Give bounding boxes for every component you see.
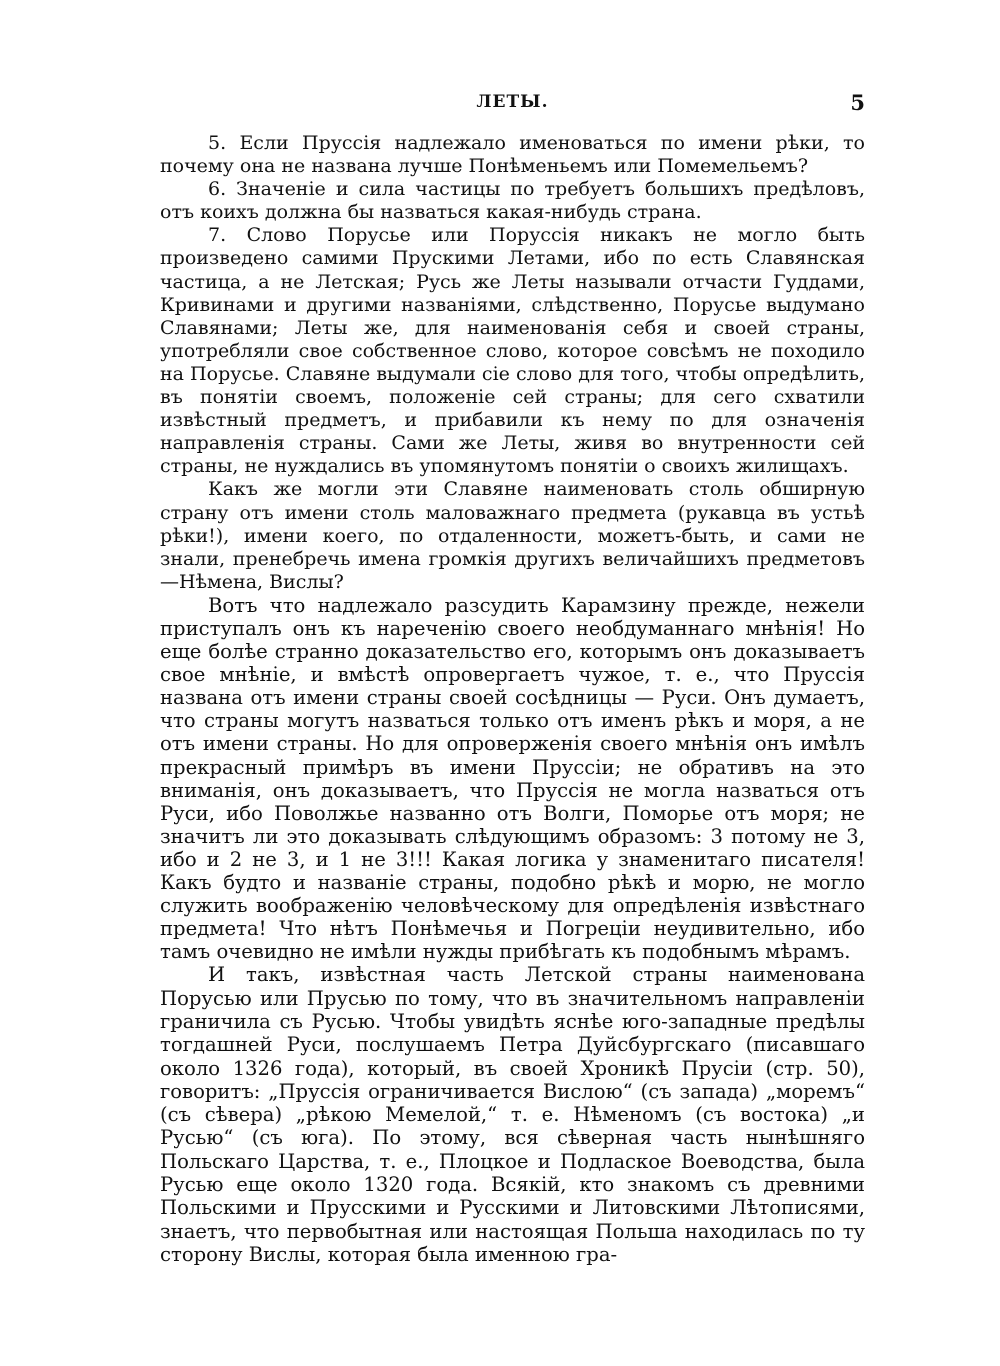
running-head [160,92,865,118]
paragraph-item-5: 5. Если Пруссія надлежало именоваться по имени рѣки, то почему она не названа лучше Понѣменьемъ или Помемельемъ? [160,132,865,178]
body-text [160,132,865,1266]
paragraph-question: Какъ же могли эти Славяне наименовать столь обширную страну отъ имени столь маловажнаго предмета (рукавца въ устьѣ рѣки!), имени коего, по отдаленности, можетъ-быть, и сами не знали, пренебречь имена громкія другихъ величайшихъ предметовъ—Нѣмена, Вислы? [160,478,865,593]
paragraph-item-6: 6. Значеніе и сила частицы по требуетъ большихъ предѣловъ, отъ коихъ должна бы назваться какая-нибудь страна. [160,178,865,224]
page-title: ЛЕТЫ. [476,92,549,112]
paragraph-karamzin-critique: Вотъ что надлежало разсудить Карамзину прежде, нежели приступалъ онъ къ нареченію своего необдуманнаго мнѣнія! Но еще болѣе странно доказательство его, которымъ онъ доказываетъ свое мнѣніе, и вмѣстѣ опровергаетъ чужое, т. е., что Пруссія названа отъ имени страны своей сосѣдницы — Руси. Онъ думаетъ, что страны могутъ назваться только отъ именъ рѣкъ и моря, а не отъ имени страны. Но для опроверженія своего мнѣнія онъ имѣлъ прекрасный примѣръ въ имени Пруссіи; не обративъ на это вниманія, онъ доказываетъ, что Пруссія не могла назваться отъ Руси, ибо Поволжье названно отъ Волги, Поморье отъ моря; не значитъ ли это доказывать слѣдующимъ образомъ: 3 потому не 3, ибо и 2 не 3, и 1 не 3!!! Какая логика у знаменитаго писателя! Какъ будто и названіе страны, подобно рѣкѣ и морю, не могло служить воображенію человѣческому для опредѣленія извѣстнаго предмета! Что нѣтъ Понѣмечья и Погреціи неудивительно, ибо тамъ очевидно не имѣли нужды прибѣгать къ подобнымъ мѣрамъ. [160,593,865,964]
page-number: 5 [850,90,865,115]
paragraph-item-7: 7. Слово Порусье или Поруссія никакъ не могло быть произведено самими Прускими Летами, ибо по есть Славянская частица, а не Летская; Русь же Леты называли отчасти Гуддами, Кривинами и другими названіями, слѣдственно, Порусье выдумано Славянами; Леты же, для наименованія себя и своей страны, употребляли свое собственное слово, которое совсѣмъ не походило на Порусье. Славяне выдумали сіе слово для того, чтобы опредѣлить, въ понятіи своемъ, положеніе сей страны; для сего схватили извѣстный предметъ, и прибавили къ нему по для означенія направленія страны. Сами же Леты, живя во внутренности сей страны, не нуждались въ упомянутомъ понятіи о своихъ жилищахъ. [160,224,865,478]
paragraph-prussia-borders: И такъ, извѣстная часть Летской страны наименована Порусью или Прусью по тому, что въ значительномъ направленіи граничила съ Русью. Чтобы увидѣть яснѣе юго-западные предѣлы тогдашней Руси, послушаемъ Петра Дуйсбургскаго (писавшаго около 1326 года), который, въ своей Хроникѣ Прусіи (стр. 50), говоритъ: „Пруссія ограничивается Вислою“ (съ запада) „моремъ“ (съ сѣвера) „рѣкою Мемелой,“ т. е. Нѣменомъ (съ востока) „и Русью“ (съ юга). По этому, вся сѣверная часть нынѣшняго Польскаго Царства, т. е., Плоцкое и Подлаское Воеводства, была Русью еще около 1320 года. Всякій, кто знакомъ съ древними Польскими и Прусскими и Русскими и Литовскими Лѣтописями, знаетъ, что первобытная или настоящая Польша находилась по ту сторону Вислы, которая была именною гра- [160,963,865,1266]
